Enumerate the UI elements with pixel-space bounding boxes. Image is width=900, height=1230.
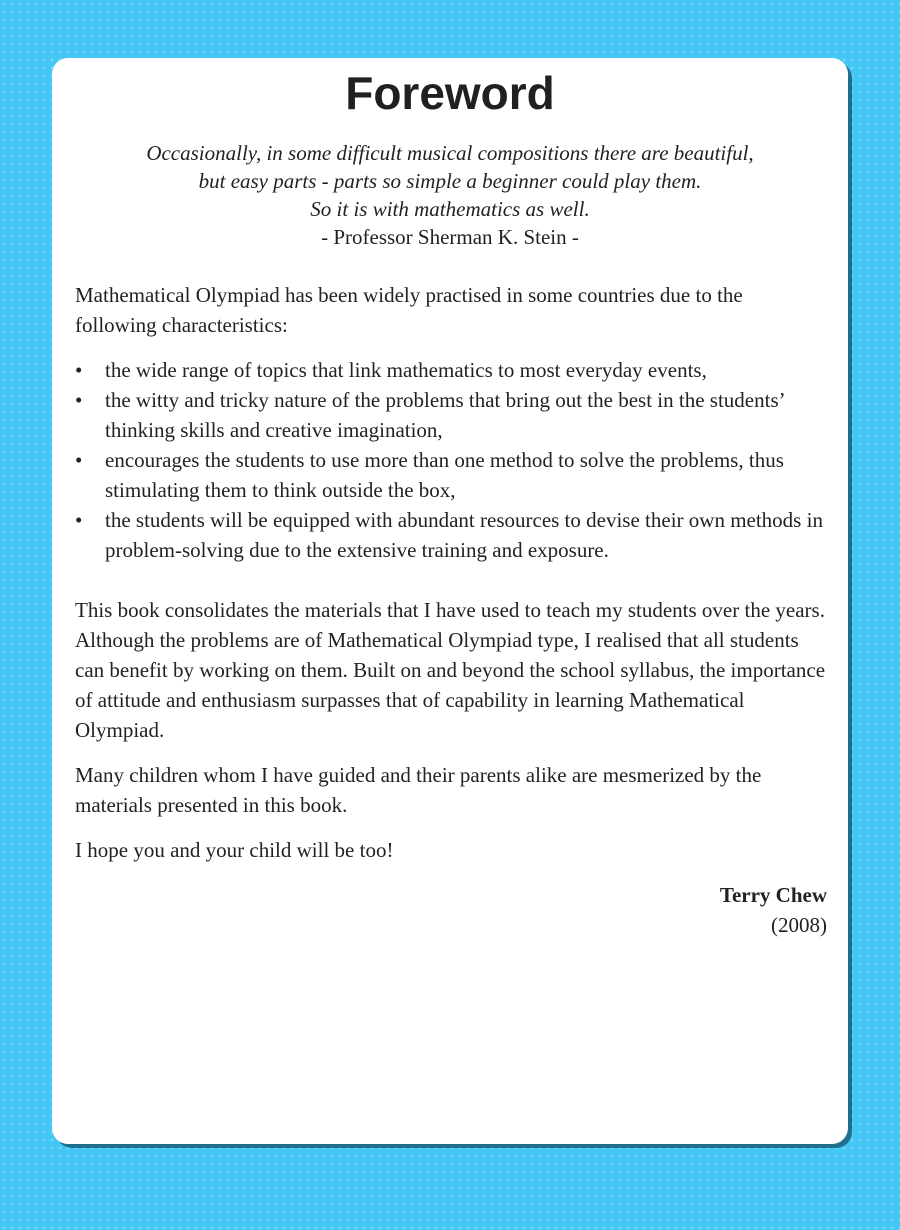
list-item-text: the wide range of topics that link mathematics to most everyday events, [105, 358, 707, 382]
foreword-body [75, 280, 827, 940]
bullet-dot: • [75, 388, 83, 412]
list-item [75, 355, 827, 385]
quote-author: - Professor Sherman K. Stein - [321, 225, 579, 249]
list-item [75, 385, 827, 445]
list-item [75, 445, 827, 505]
body-paragraph: This book consolidates the materials that I have used to teach my students over the years. Although the problems are of Mathematical Olympiad type, I realised that all students can benefit by working on them. Built on and beyond the school syllabus, the importance of attitude and enthusiasm surpasses that of capability in learning Mathematical Olympiad. [75, 598, 826, 742]
bullet-dot: • [75, 358, 83, 382]
bullet-dot: • [75, 508, 83, 532]
body-paragraph: I hope you and your child will be too! [75, 838, 394, 862]
quote-line: Occasionally, in some difficult musical compositions there are beautiful, [146, 141, 754, 165]
bullet-dot: • [75, 448, 83, 472]
intro-paragraph: Mathematical Olympiad has been widely practised in some countries due to the following characteristics: [75, 283, 743, 337]
author-name: Terry Chew [719, 883, 827, 907]
body-paragraph: Many children whom I have guided and their parents alike are mesmerized by the materials presented in this book. [75, 763, 762, 817]
page-title: Foreword [345, 67, 555, 119]
list-item-text: encourages the students to use more than one method to solve the problems, thus stimulating them to think outside the box, [105, 448, 784, 502]
quote-line: but easy parts - parts so simple a beginner could play them. [198, 169, 702, 193]
signature [75, 880, 827, 940]
epigraph-quote [52, 139, 848, 251]
quote-line: So it is with mathematics as well. [310, 197, 590, 221]
characteristics-list [75, 355, 827, 565]
list-item-text: the students will be equipped with abundant resources to devise their own methods in problem-solving due to the extensive training and exposure. [105, 508, 823, 562]
list-item-text: the witty and tricky nature of the problems that bring out the best in the students’ thinking skills and creative imagination, [105, 388, 785, 442]
author-year: (2008) [771, 913, 827, 937]
list-item [75, 505, 827, 565]
